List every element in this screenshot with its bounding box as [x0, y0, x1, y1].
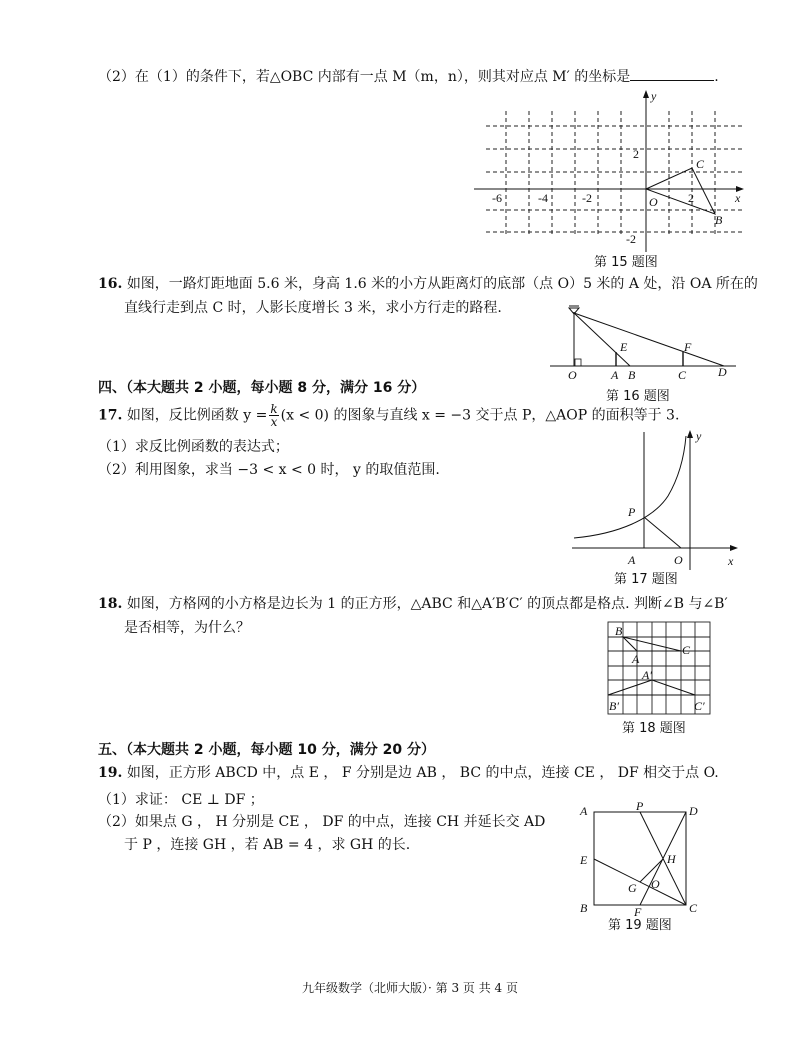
fig16-label-o: O: [568, 368, 577, 382]
fig17-label-p: P: [628, 505, 636, 519]
fig19-label-c: C: [689, 901, 698, 915]
q17-post: (x < 0) 的图象与直线 x = −3 交于点 P，△AOP 的面积等于 3.: [280, 407, 680, 424]
q16-line1: 如图，一路灯距地面 5.6 米，身高 1.6 米的小方从距离灯的底部（点 O）5 米的 A 处，沿 OA 所在的: [126, 276, 758, 292]
figure-17: [568, 424, 748, 574]
q16-line2: 直线行走到点 C 时，人影长度增长 3 米，求小方行走的路程.: [124, 300, 502, 316]
fig15-caption: 第 15 题图: [594, 255, 658, 270]
q15-part2: [98, 66, 719, 86]
fig19-label-e: E: [580, 853, 588, 867]
fig15-label-o: O: [649, 195, 658, 209]
segment-po: [644, 517, 681, 548]
tick-2-x: 2: [688, 191, 694, 205]
hyperbola-curve: [574, 436, 686, 538]
fig18-label-c-prime: C′: [694, 699, 705, 713]
fig16-label-d: D: [718, 365, 727, 379]
q17-number: 17.: [98, 407, 123, 424]
fig18-label-c: C: [682, 643, 691, 657]
light-ray-2: [574, 313, 724, 366]
fig16-label-c: C: [678, 368, 687, 382]
q19: [98, 764, 719, 782]
fig18-label-a-prime: A′: [642, 668, 652, 682]
fig15-label-b: B: [715, 213, 723, 227]
q18-line1: 如图，方格网的小方格是边长为 1 的正方形，△ABC 和△A′B′C′ 的顶点都是格点. 判断∠B 与∠B′: [126, 596, 728, 612]
q15-end: .: [714, 69, 719, 85]
fig19-caption: 第 19 题图: [608, 918, 672, 933]
fig15-label-y: y: [651, 89, 657, 103]
q17-part1: （1）求反比例函数的表达式；: [98, 439, 289, 455]
q19-line1: 如图，正方形 ABCD 中，点 E ， F 分别是边 AB ， BC 的中点，连接 CE ， DF 相交于点 O.: [126, 765, 719, 781]
y-axis-arrow: [643, 90, 649, 98]
q19-number: 19.: [98, 765, 123, 781]
fig16-label-b: B: [628, 368, 636, 382]
q15-part2-text: （2）在（1）的条件下，若△OBC 内部有一点 M（m，n），则其对应点 M′ 的坐标是: [98, 69, 631, 85]
fig16-caption: 第 16 题图: [606, 389, 670, 404]
fig16-label-f: F: [684, 340, 692, 354]
fig19-label-b: B: [580, 901, 588, 915]
tick-neg6: -6: [492, 191, 502, 205]
tick-neg2: -2: [582, 191, 592, 205]
fig15-label-x: x: [735, 191, 741, 205]
fig19-label-a: A: [580, 804, 588, 818]
figure-16: [544, 304, 744, 384]
fig19-label-g: G: [628, 881, 637, 895]
tick-2-y: 2: [633, 147, 639, 161]
q16-number: 16.: [98, 276, 123, 292]
fig17-label-y: y: [696, 429, 702, 443]
fig16-label-e: E: [620, 340, 628, 354]
section-5-header: 五、（本大题共 2 小题，每小题 10 分，满分 20 分）: [98, 742, 435, 758]
q19-part1: （1）求证： CE ⊥ DF ；: [98, 792, 264, 808]
fraction-denominator: x: [270, 415, 278, 429]
answer-blank[interactable]: [630, 66, 714, 81]
q17-part2: （2）利用图象，求当 −3 < x < 0 时， y 的取值范围.: [98, 462, 440, 478]
fig16-label-a: A: [611, 368, 619, 382]
section-4-header: 四、（本大题共 2 小题，每小题 8 分，满分 16 分）: [98, 380, 426, 396]
fig19-label-o: O: [651, 877, 660, 891]
fig19-label-d: D: [689, 804, 698, 818]
tick-neg2-y: -2: [626, 232, 636, 246]
fraction-numerator: k: [270, 402, 278, 416]
fig17-label-a: A: [628, 553, 636, 567]
q18-line2: 是否相等，为什么？: [124, 620, 250, 636]
figure-15: [472, 86, 752, 266]
figure-19: [574, 800, 704, 920]
fig17-label-x: x: [728, 554, 734, 568]
fig18-caption: 第 18 题图: [622, 721, 686, 736]
q17-pre: 如图，反比例函数 y =: [126, 407, 268, 424]
fraction-k-over-x: [269, 403, 278, 428]
q19-part2-line2: 于 P ，连接 GH ，若 AB = 4 ，求 GH 的长.: [124, 837, 411, 853]
fig17-label-o: O: [674, 553, 683, 567]
fig18-label-a: A: [632, 652, 640, 666]
fig18-label-b-prime: B′: [609, 699, 619, 713]
q18-number: 18.: [98, 596, 123, 612]
fig15-label-c: C: [696, 157, 705, 171]
tick-neg4: -4: [538, 191, 548, 205]
q19-part2-line1: （2）如果点 G ， H 分别是 CE ， DF 的中点，连接 CH 并延长交 AD: [98, 814, 546, 830]
page-footer: 九年级数学（北师大版）· 第 3 页 共 4 页: [302, 981, 518, 995]
figure-18: [604, 618, 714, 718]
triangle-a2b2c2: [608, 680, 695, 695]
fig19-label-h: H: [667, 852, 676, 866]
fig17-caption: 第 17 题图: [614, 572, 678, 587]
q16: [98, 275, 758, 293]
right-angle-mark: [575, 359, 581, 366]
q18: [98, 595, 728, 613]
fig18-label-b: B: [615, 624, 623, 638]
fig19-label-f: F: [634, 905, 642, 919]
fig19-label-p: P: [636, 799, 644, 813]
